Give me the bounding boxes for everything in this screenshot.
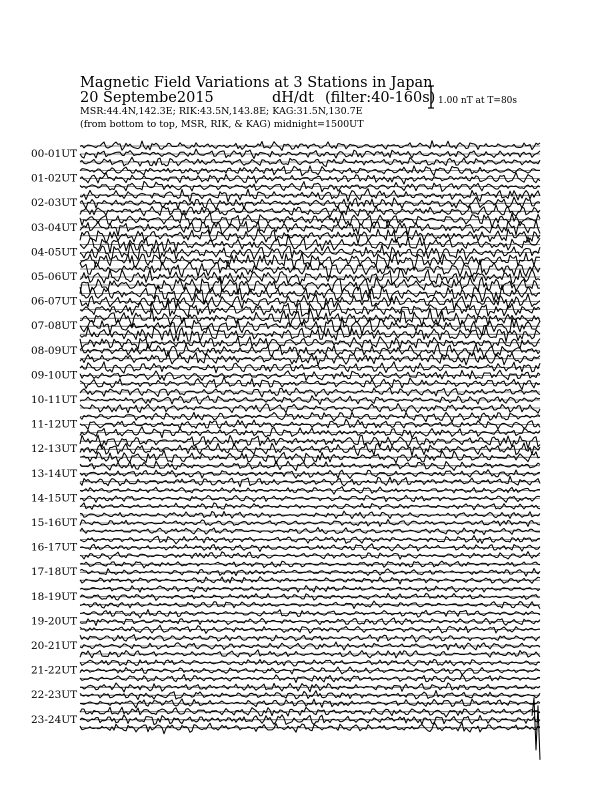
date-label: 20 Septembe2015 bbox=[80, 90, 214, 106]
hour-label: 18-19UT bbox=[31, 590, 78, 603]
trace-kag bbox=[80, 141, 540, 151]
hour-label: 01-02UT bbox=[31, 172, 78, 185]
hour-row bbox=[31, 166, 540, 192]
hour-label: 09-10UT bbox=[31, 369, 78, 382]
hour-label: 23-24UT bbox=[31, 713, 78, 726]
hour-row bbox=[31, 285, 540, 317]
trace-msr bbox=[80, 205, 540, 217]
trace-msr bbox=[80, 427, 540, 438]
trace-rik bbox=[80, 268, 540, 285]
trace-msr bbox=[80, 229, 540, 244]
hour-row bbox=[31, 412, 540, 438]
hour-label: 00-01UT bbox=[31, 148, 78, 160]
hour-label: 14-15UT bbox=[31, 492, 78, 505]
hour-row bbox=[31, 388, 540, 414]
hour-row bbox=[31, 707, 540, 734]
hour-label: 04-05UT bbox=[31, 246, 78, 259]
trace-msr bbox=[80, 650, 540, 658]
hour-label: 20-21UT bbox=[31, 640, 78, 652]
trace-rik bbox=[80, 495, 540, 502]
trace-msr bbox=[80, 277, 540, 295]
hour-row bbox=[31, 362, 540, 390]
chart-title: Magnetic Field Variations at 3 Stations in Japan bbox=[80, 75, 433, 91]
hour-label: 12-13UT bbox=[31, 443, 78, 456]
trace-rik bbox=[80, 618, 540, 626]
hour-row bbox=[31, 212, 540, 244]
hour-label: 16-17UT bbox=[31, 541, 78, 554]
trace-kag bbox=[80, 412, 540, 422]
hour-label: 13-14UT bbox=[31, 467, 78, 480]
quantity-label: dH/dt bbox=[272, 90, 314, 106]
hour-row bbox=[31, 610, 540, 634]
hour-row bbox=[31, 435, 540, 464]
hour-label: 06-07UT bbox=[31, 295, 78, 308]
hour-label: 19-20UT bbox=[31, 615, 78, 628]
trace-kag bbox=[80, 435, 540, 448]
trace-kag bbox=[80, 189, 540, 202]
hour-row bbox=[31, 487, 540, 510]
hour-label: 21-22UT bbox=[31, 664, 78, 677]
hour-row bbox=[31, 511, 540, 534]
hour-row bbox=[31, 536, 540, 560]
hour-row bbox=[31, 141, 540, 167]
hour-row bbox=[31, 635, 540, 658]
trace-rik bbox=[80, 470, 540, 479]
hour-row bbox=[31, 659, 540, 682]
trace-kag bbox=[80, 561, 540, 568]
hour-label: 10-11UT bbox=[31, 394, 78, 406]
hour-label: 11-12UT bbox=[31, 418, 78, 431]
hour-label: 17-18UT bbox=[31, 566, 78, 579]
order-label: (from bottom to top, MSR, RIK, & KAG) midnight=1500UT bbox=[80, 119, 364, 130]
hour-label: 07-08UT bbox=[31, 320, 78, 333]
hour-label: 02-03UT bbox=[31, 197, 78, 210]
trace-msr bbox=[80, 404, 540, 414]
trace-msr bbox=[80, 351, 540, 365]
trace-kag bbox=[80, 610, 540, 618]
trace-rik bbox=[80, 419, 540, 429]
hour-label: 22-23UT bbox=[31, 689, 78, 702]
hour-row bbox=[31, 561, 540, 584]
hour-rows bbox=[31, 141, 540, 760]
hour-row bbox=[31, 308, 540, 341]
hour-label: 03-04UT bbox=[31, 221, 78, 234]
stations-label: MSR:44.4N,142.3E; RIK:43.5N,143.8E; KAG:31.5N,130.7E bbox=[80, 106, 363, 117]
filter-label: (filter:40-160s) bbox=[325, 90, 436, 106]
hour-row bbox=[31, 683, 540, 708]
hour-label: 15-16UT bbox=[31, 517, 78, 529]
hour-label: 08-09UT bbox=[31, 344, 78, 357]
hour-row bbox=[31, 189, 540, 217]
scale-label: 1.00 nT at T=80s bbox=[438, 96, 518, 106]
hour-row bbox=[31, 337, 540, 365]
hour-label: 05-06UT bbox=[31, 271, 78, 283]
hour-row bbox=[31, 586, 540, 609]
hour-row bbox=[31, 461, 540, 487]
